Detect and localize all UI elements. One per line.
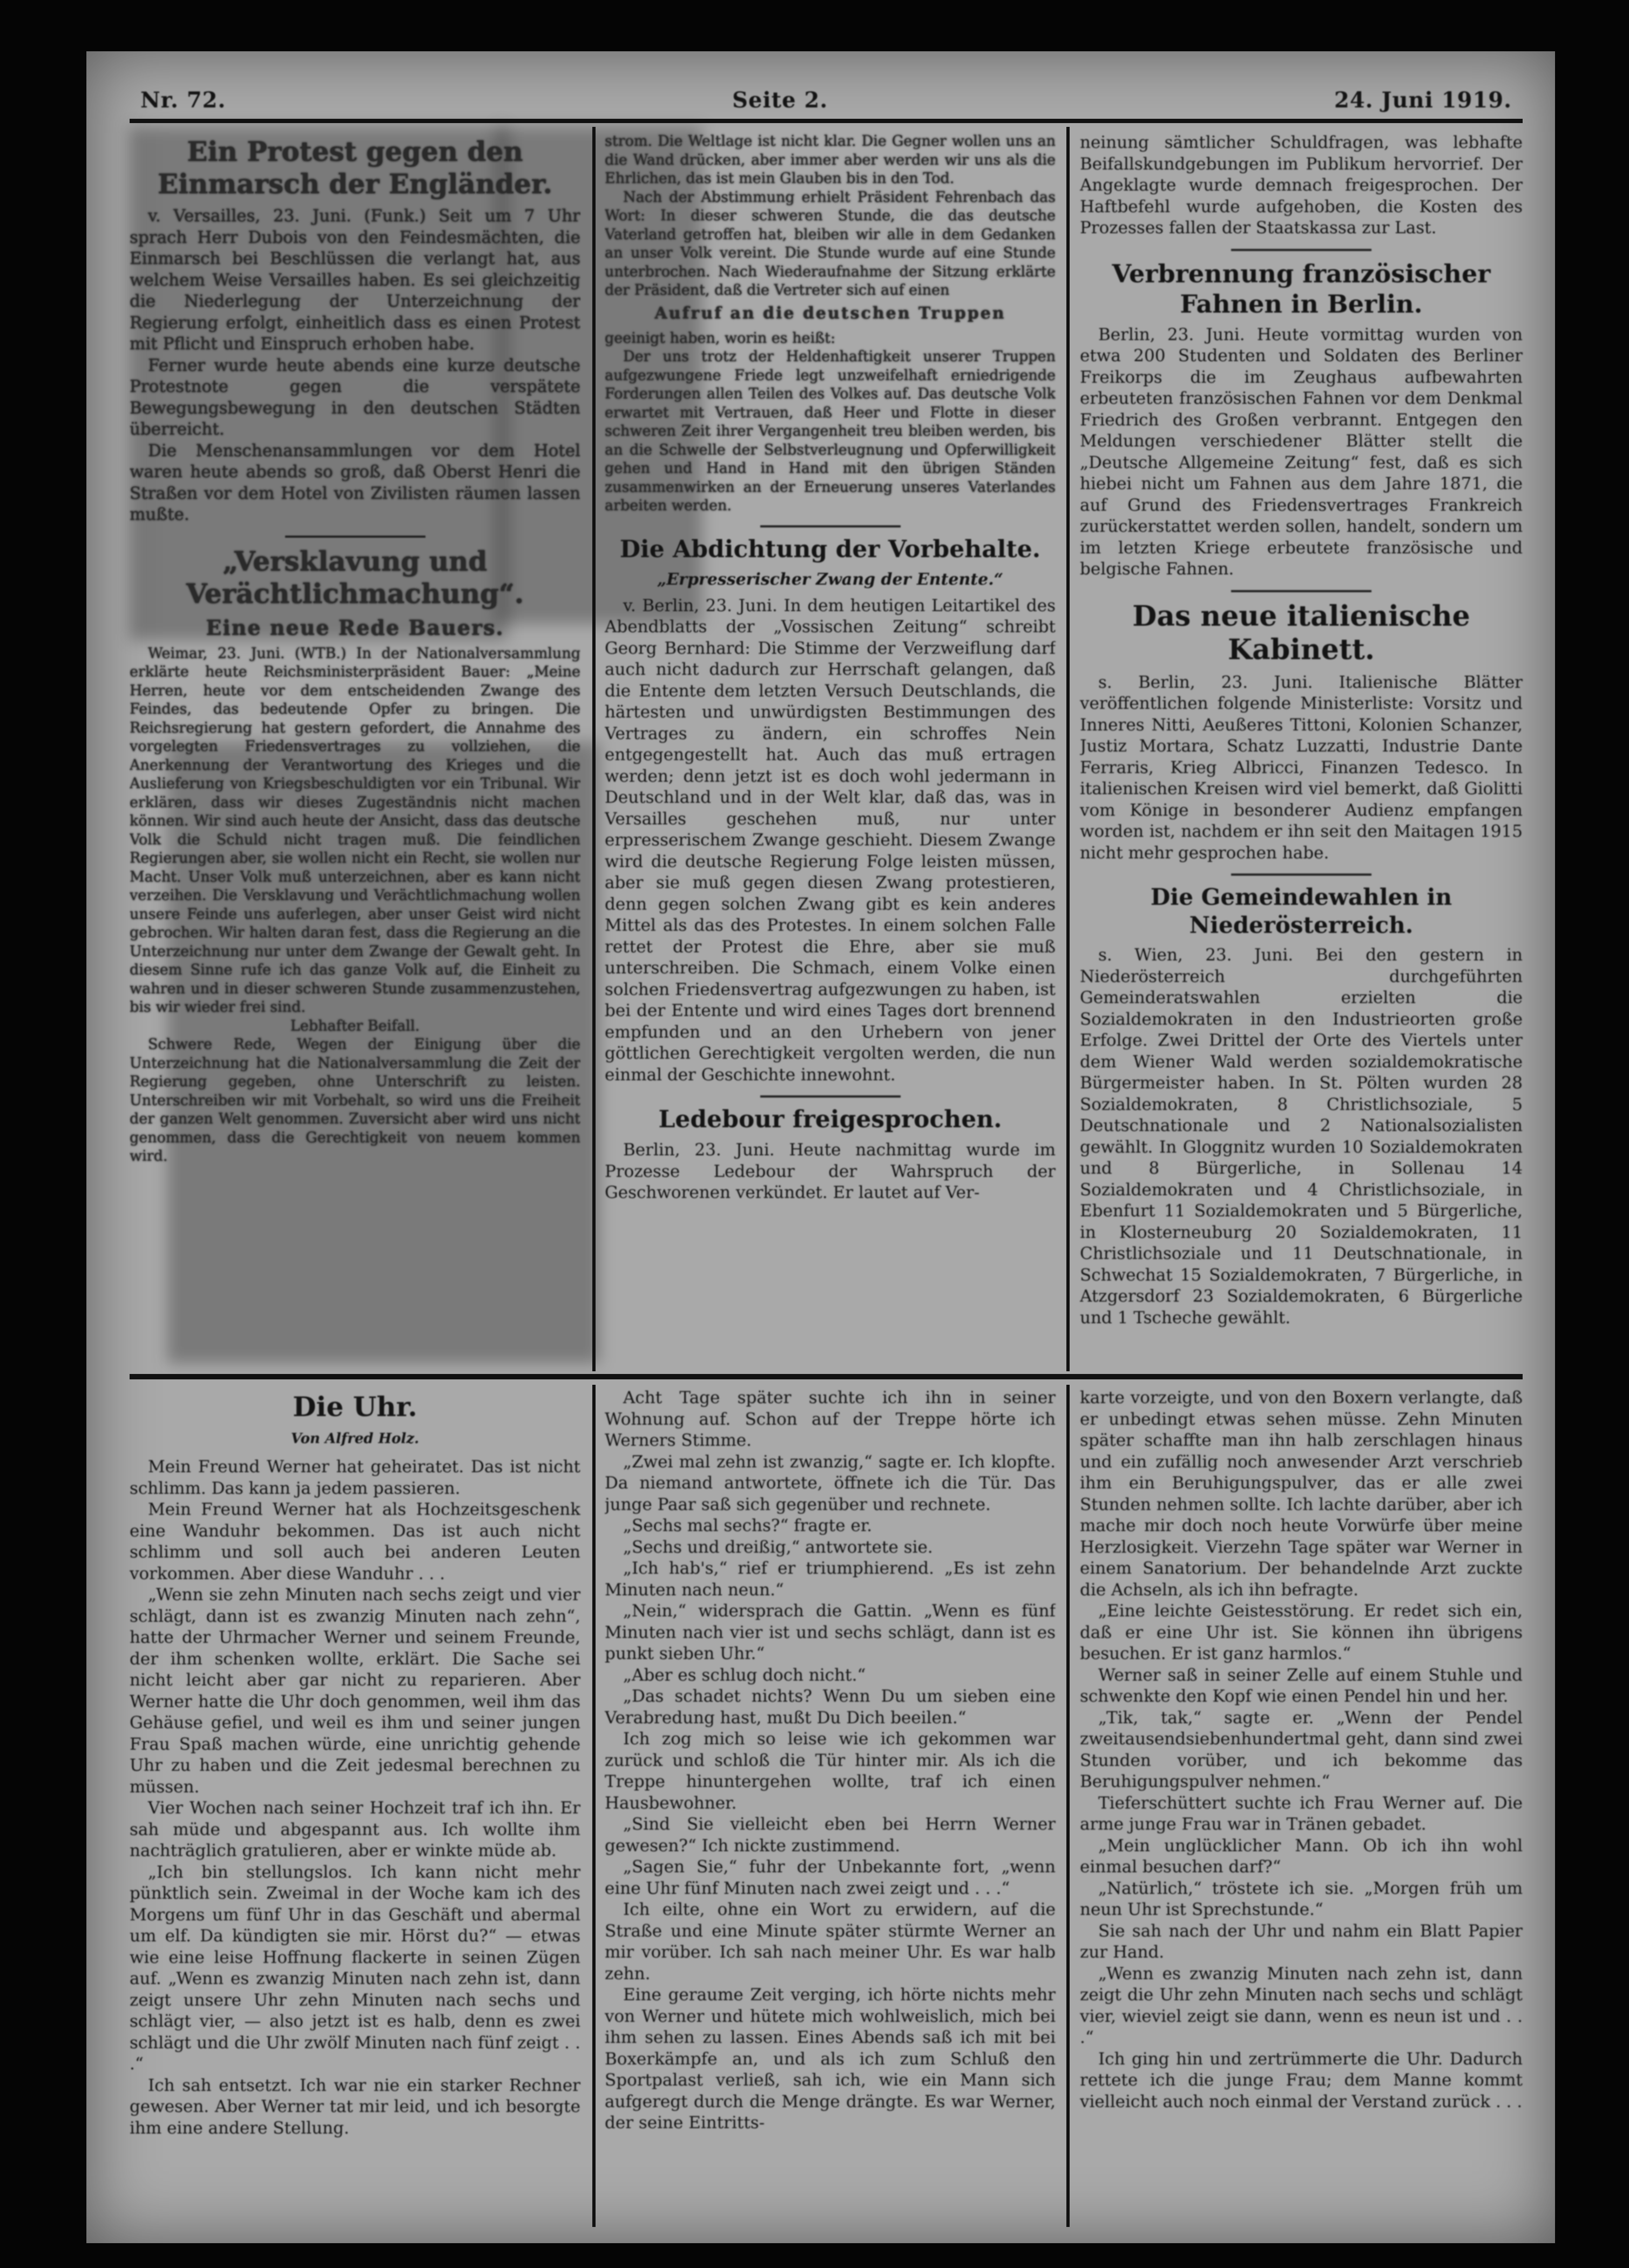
paragraph: Ferner wurde heute abends eine kurze deutsche Protestnote gegen die verspätete Bewegungsbewegung in den deutschen Städten überreicht. [130, 355, 580, 439]
paragraph: Vier Wochen nach seiner Hochzeit traf ich ihn. Er sah müde und abgespannt aus. Ich wollte ihm nachträglich gratulieren, aber er winkte müde ab. [130, 1798, 580, 1860]
paragraph: Tieferschüttert suchte ich Frau Werner auf. Die arme junge Frau war in Tränen gebadet. [1080, 1793, 1523, 1834]
paragraph: v. Berlin, 23. Juni. In dem heutigen Leitartikel des Abendblatts der „Vossischen Zeitung“ schreibt Georg Bernhard: Die Stimme der Verzweiflung darf auch nicht dadurch zur Herrschaft gelangen, daß die Entente dem letzten Versuch Deutschlands, die härtesten und unwürdigsten Bestimmungen des Vertrages zu ändern, ein schroffes Nein entgegengestellt hat. Auch das muß ertragen werden; denn jetzt ist es doch wohl jedermann in Deutschland und in der Welt klar, daß das, was in Versailles geschehen muß, nur unter erpresserischem Zwange geschieht. Diesem Zwange wird die deutsche Regierung Folge leisten müssen, aber sie muß gegen diesen Zwang protestieren, denn gegen solchen Zwang gibt es kein anderes Mittel als das des Protestes. In einem solchen Falle rettet der Protest die Ehre, aber sie muß unterschreiben. Die Schmach, einem Volke einen solchen Friedensvertrag aufgezwungen zu haben, ist bei der Entente und wird eines Tages dort brennend empfunden und an den Urhebern von jener göttlichen Gerechtigkeit vergolten werden, die nun einmal der Geschichte innewohnt. [605, 595, 1056, 1085]
header-rule [130, 119, 1523, 123]
section-rule [285, 536, 425, 538]
paragraph: Schwere Rede, Wegen der Einigung über die Unterzeichnung hat die Nationalversammlung die Zeit der Regierung gegeben, ohne Unterschrift zu leisten. Unterschreiben wir mit Vorbehalt, so wird uns die Freiheit der ganzen Welt genommen. Zuversicht aber wird uns nicht genommen, dass die Gerechtigkeit von neuem kommen wird. [130, 1036, 580, 1165]
section-rule [1231, 590, 1371, 592]
article-column-1 [130, 132, 580, 1369]
paragraph: „Wenn es zwanzig Minuten nach zehn ist, dann zeigt die Uhr zehn Minuten nach sechs und schlägt vier, wieviel zeigt sie dann, wenn es neun ist und . . .“ [1080, 1964, 1523, 2047]
paragraph: geeinigt haben, worin es heißt: [605, 329, 836, 347]
paragraph: v. Versailles, 23. Juni. (Funk.) Seit um 7 Uhr sprach Herr Dubois von den Feindesmächten, die Einmarsch bei Beschlüssen die verlangt hat, aus welchem Weise Versailles haben. Es sei gleichzeitig die Niederlegung der Unterzeichnung der Regierung erfolgt, einheitlich dass es einen Protest mit Pflicht und Einspruch erhoben habe. [130, 206, 580, 354]
subheadline-bauer: Eine neue Rede Bauers. [206, 615, 504, 640]
headline-kabinett: Das neue italienische Kabinett. [1132, 599, 1470, 666]
paragraph: „Mein unglücklicher Mann. Ob ich ihn wohl einmal besuchen darf?“ [1080, 1836, 1523, 1877]
paragraph: „Das schadet nichts? Wenn Du um sieben eine Verabredung hast, mußt Du Dich beeilen.“ [605, 1687, 1056, 1728]
headline-ledebour: Ledebour freigesprochen. [658, 1106, 1002, 1133]
paragraph: „Sechs und dreißig,“ antwortete sie. [623, 1537, 933, 1557]
paragraph: „Tik, tak,“ sagte er. „Wenn der Pendel zweitausendsiebenhundertmal geht, dann sind zwei Stunden vorüber, und ich bekomme das Beruhigungspulver nehmen.“ [1080, 1708, 1523, 1791]
paragraph: strom. Die Weltlage ist nicht klar. Die Gegner wollen uns an die Wand drücken, aber immer aber werden wir uns als die Ehrlichen, das ist mein Glauben bis in den Tod. [605, 133, 1056, 187]
column-divider-1 [592, 127, 596, 1371]
issue-number: Nr. 72. [140, 87, 226, 113]
paragraph: s. Wien, 23. Juni. Bei den gestern in Niederösterreich durchgeführten Gemeinderatswahlen erzielten die Sozialdemokraten in den Industrieorten große Erfolge. Zwei Drittel der Orte des Viertels unter dem Wiener Wald werden sozialdemokratische Bürgermeister haben. In St. Pölten wurden 28 Sozialdemokraten, 8 Christlichsoziale, 5 Deutschnationale und 2 Nationalsozialisten gewählt. In Gloggnitz wurden 10 Sozialdemokraten und 8 Bürgerliche, in Sollenau 14 Sozialdemokraten und 4 Christlichsoziale, in Ebenfurt 11 Sozialdemokraten und 5 Bürgerliche, in Klosterneuburg 20 Sozialdemokraten, 11 Christlichsoziale und 11 Deutschnationale, in Schwechat 15 Sozialdemokraten, 7 Bürgerliche, in Atzgersdorf 23 Sozialdemokraten, 6 Bürgerliche und 1 Tscheche gewählt. [1080, 945, 1523, 1328]
subheadline-aufruf: Aufruf an die deutschen Truppen [654, 303, 1006, 323]
paragraph: Weimar, 23. Juni. (WTB.) In der Nationalversammlung erklärte heute Reichsministerpräsident Bauer: „Meine Herren, heute vor dem entscheidenden Zwange des Feindes, das bedeutende Opfer zu bringen. Die Reichsregierung hat gestern gefordert, die Annahme des vorgelegten Friedensvertrages zu vollziehen, die Anerkennung der Verantwortung des Krieges und die Auslieferung von Kriegsbeschuldigten vor ein Tribunal. Wir erklären, dass wir dieses Zugeständnis nicht machen können. Wir sind auch heute der Ansicht, dass das deutsche Volk die Schuld nicht tragen muß. Die feindlichen Regierungen aber, sie wollen nicht ein Recht, sie wollen nur Macht. Unser Volk muß unterzeichnen, aber es kann nicht verzeihen. Die Versklavung und Verächtlichmachung wollen unsere Feinde uns auferlegen, aber unser Geist wird nicht gebrochen. Wir halten daran fest, dass die Regierung an die Unterzeichnung nur unter dem Zwange der Gewalt geht. In diesem Sinne rufe ich das ganze Volk auf, die Einheit zu wahren und in dieser schweren Stunde zusammenzustehen, bis wir wieder frei sind. [130, 645, 580, 1015]
paragraph: Die Menschenansammlungen vor dem Hotel waren heute abends so groß, daß Oberst Henri die Straßen vor dem Hotel von Zivilisten räumen lassen mußte. [130, 441, 580, 524]
page-header [140, 84, 1512, 116]
paragraph: karte vorzeigte, und von den Boxern verlangte, daß er unbedingt etwas sehen müsse. Zehn Minuten später schaffte man ihn halb zerschlagen hinaus und ein zufällig noch anwesender Arzt verschrieb ihm ein Beruhigungspulver, das er alle zwei Stunden nehmen sollte. Ich lachte darüber, aber ich mache mir doch noch heute Vorwürfe über meine Herzlosigkeit. Vierzehn Tage später war Werner in einem Sanatorium. Der behandelnde Arzt zuckte die Achseln, als ich ihn befragte. [1080, 1388, 1523, 1600]
paragraph: Ich ging hin und zertrümmerte die Uhr. Dadurch rettete ich die junge Frau; dem Manne kommt vielleicht auch noch einmal der Verstand zurück . . . [1080, 2049, 1523, 2111]
paragraph: s. Berlin, 23. Juni. Italienische Blätter veröffentlichen folgende Ministerliste: Vorsitz und Inneres Nitti, Aeußeres Tittoni, Kolonien Schanzer, Justiz Mortara, Schatz Luzzatti, Industrie Dante Ferraris, Krieg Albricci, Finanzen Tedesco. In italienischen Kreisen wird viel bemerkt, daß Giolitti vom Könige in besonderer Audienz empfangen worden ist, nachdem er ihn seit den Maitagen 1915 nicht mehr gesprochen habe. [1080, 672, 1523, 863]
column-divider-2 [1066, 127, 1070, 1371]
headline-gemeindewahlen: Die Gemeindewahlen in Niederösterreich. [1150, 884, 1452, 938]
paragraph: „Wenn sie zehn Minuten nach sechs zeigt und vier schlägt, dann ist es zwanzig Minuten nach zehn“, hatte der Uhrmacher Werner und seinem Freunde, der ihm schenken wollte, erklärt. Die Sache sei nicht leicht aber gar nicht zu reparieren. Aber Werner hatte die Uhr doch genommen, weil ihm das Gehäuse gefiel, und weil es ihm und seiner jungen Frau Spaß machen würde, eine unrichtig gehende Uhr zu haben und die Zeit jedesmal berechnen zu müssen. [130, 1585, 580, 1797]
section-rule [1231, 249, 1371, 251]
feuilleton-column-1 [130, 1387, 580, 2230]
feuilleton-column-2 [605, 1387, 1056, 2230]
issue-date: 24. Juni 1919. [1334, 87, 1512, 113]
page-number: Seite 2. [732, 87, 828, 113]
paragraph: „Zwei mal zehn ist zwanzig,“ sagte er. Ich klopfte. Da niemand antwortete, öffnete ich die Tür. Das junge Paar saß sich gegenüber und rechnete. [605, 1452, 1056, 1514]
headline-versklavung: „Versklavung und Verächtlichmachung“. [186, 545, 524, 610]
subheadline-erpressung: „Erpresserischer Zwang der Entente.“ [657, 570, 1003, 589]
paragraph: Nach der Abstimmung erhielt Präsident Fehrenbach das Wort: In dieser schweren Stunde, die das deutsche Vaterland getroffen hat, bleiben wir alle in dem Gedanken an unser Volk vereint. Die Stunde wurde auf eine Stunde unterbrochen. Nach Wiederaufnahme der Sitzung erklärte der Präsident, daß die Vertreter sich auf einen [605, 188, 1056, 299]
paragraph: Mein Freund Werner hat geheiratet. Das ist nicht schlimm. Das kann ja jedem passieren. [130, 1457, 580, 1498]
paragraph: „Aber es schlug doch nicht.“ [623, 1665, 866, 1685]
paragraph: Lebhafter Beifall. [290, 1017, 420, 1034]
column-divider-3 [592, 1385, 596, 2227]
paragraph: Ich eilte, ohne ein Wort zu erwidern, auf die Straße und eine Minute später stürmte Werner an mir vorüber. Ich sah nach meiner Uhr. Es war halb zehn. [605, 1900, 1056, 1983]
paragraph: „Nein,“ widersprach die Gattin. „Wenn es fünf Minuten nach vier ist und sechs schlägt, dann ist es punkt sieben Uhr.“ [605, 1601, 1056, 1663]
column-2-top-body [605, 132, 1056, 516]
paragraph: neinung sämtlicher Schuldfragen, was lebhafte Beifallskundgebungen im Publikum hervorrief. Der Angeklagte wurde demnach freigesprochen. Der Haftbefehl wurde aufgehoben, die Kosten des Prozesses fallen der Staatskassa zur Last. [1080, 133, 1523, 238]
paragraph: „Natürlich,“ tröstete ich sie. „Morgen früh um neun Uhr ist Sprechstunde.“ [1080, 1878, 1523, 1919]
headline-protest: Ein Protest gegen den Einmarsch der Engländer. [157, 136, 553, 200]
paragraph: Berlin, 23. Juni. Heute nachmittag wurde im Prozesse Ledebour der Wahrspruch der Geschworenen verkündet. Er lautet auf Ver- [605, 1140, 1056, 1202]
paragraph: Ich zog mich so leise wie ich gekommen war zurück und schloß die Tür hinter mir. Als ich die Treppe hinuntergehen wollte, traf ich einen Hausbewohner. [605, 1729, 1056, 1813]
section-rule [760, 1095, 901, 1098]
feuilleton-column-3 [1080, 1387, 1523, 2230]
paragraph: „Sagen Sie,“ fuhr der Unbekannte fort, „wenn eine Uhr fünf Minuten nach zwei zeigt und . . .“ [605, 1857, 1056, 1898]
column-divider-4 [1066, 1385, 1070, 2227]
paragraph: Mein Freund Werner hat als Hochzeitsgeschenk eine Wanduhr bekommen. Das ist auch nicht schlimm und soll auch bei anderen Leuten vorkommen. Aber diese Wanduhr . . . [130, 1500, 580, 1583]
headline-fahnen: Verbrennung französischer Fahnen in Berlin. [1112, 259, 1491, 319]
paragraph: Berlin, 23. Juni. Heute vormittag wurden von etwa 200 Studenten und Soldaten des Berliner Freikorps die im Zeughaus aufbewahrten erbeuteten französischen Fahnen vor dem Denkmal Friedrich des Großen verbrannt. Entgegen den Meldungen verschiedener Blätter stellt die „Deutsche Allgemeine Zeitung“ fest, daß es sich hiebei nicht um Fahnen aus dem Jahre 1871, die auf Grund des Friedensvertrages Frankreich zurückerstattet werden sollen, handelt, sondern um im letzten Kriege erbeutete französische und belgische Fahnen. [1080, 324, 1523, 579]
feuilleton-title: Die Uhr. [293, 1391, 417, 1423]
paragraph: Werner saß in seiner Zelle auf einem Stuhle und schwenkte den Kopf wie einen Pendel hin und her. [1080, 1665, 1523, 1706]
paragraph: Eine geraume Zeit verging, ich hörte nichts mehr von Werner und hütete mich wohlweislich, mich bei ihm sehen zu lassen. Eines Abends saß ich mit bei Boxerkämpfe an, und als ich zum Schluß den Sportpalast verließ, sah ich, wie ein Mann sich aufgeregt durch die Menge drängte. Es war Werner, der seine Eintritts- [605, 1985, 1056, 2132]
feuilleton-author: Von Alfred Holz. [290, 1431, 420, 1447]
paragraph: „Ich bin stellungslos. Ich kann nicht mehr pünktlich sein. Zweimal in der Woche kam ich des Morgens um fünf Uhr in das Geschäft und abermal um elf. Da kündigten sie mir. Hörst du?“ — etwas wie eine leise Hoffnung flackerte in seinen Zügen auf. „Wenn es zwanzig Minuten nach zehn ist, dann zeigt unsere Uhr zehn Minuten nach sechs und schlägt vier, — also jetzt ist es halb, denn es zwei schlägt und die Uhr zwölf Minuten nach fünf zeigt . . .“ [130, 1862, 580, 2074]
paragraph: „Ich hab's,“ rief er triumphierend. „Es ist zehn Minuten nach neun.“ [605, 1559, 1056, 1600]
paragraph: Der uns trotz der Heldenhaftigkeit unserer Truppen aufgezwungene Friede legt unzweifelhaft erniedrigende Forderungen allen Teilen des Volkes auf. Das deutsche Volk erwartet mit Vertrauen, daß Heer und Flotte in dieser schweren Zeit ihrer Vergangenheit treu bleiben werden, bis an die Schwelle der Selbstverleugnung und Opferwilligkeit gehen und Hand in Hand mit den übrigen Ständen zusammenwirken an der Erneuerung unseres Vaterlandes arbeiten werden. [605, 348, 1056, 514]
headline-vorbehalte: Die Abdichtung der Vorbehalte. [619, 535, 1041, 563]
paragraph: Ich sah entsetzt. Ich war nie ein starker Rechner gewesen. Aber Werner tat mir leid, und ich besorgte ihm eine andere Stellung. [130, 2075, 580, 2138]
section-rule [760, 525, 901, 527]
article-column-3 [1080, 132, 1523, 1369]
feuilleton-rule [130, 1374, 1523, 1379]
paragraph: „Sind Sie vielleicht eben bei Herrn Werner gewesen?“ Ich nickte zustimmend. [605, 1815, 1056, 1856]
paragraph: Acht Tage später suchte ich ihn in seiner Wohnung auf. Schon auf der Treppe hörte ich Werners Stimme. [605, 1388, 1056, 1450]
article-column-2 [605, 132, 1056, 1369]
newspaper-page [86, 51, 1555, 2243]
paragraph: „Sechs mal sechs?“ fragte er. [623, 1516, 873, 1535]
bauer-speech-body [130, 645, 580, 1166]
section-rule [1231, 874, 1371, 876]
paragraph: Sie sah nach der Uhr und nahm ein Blatt Papier zur Hand. [1080, 1921, 1523, 1962]
paragraph: „Eine leichte Geistesstörung. Er redet sich ein, daß er eine Uhr ist. Sie können ihn übrigens besuchen. Er ist ganz harmlos.“ [1080, 1601, 1523, 1663]
